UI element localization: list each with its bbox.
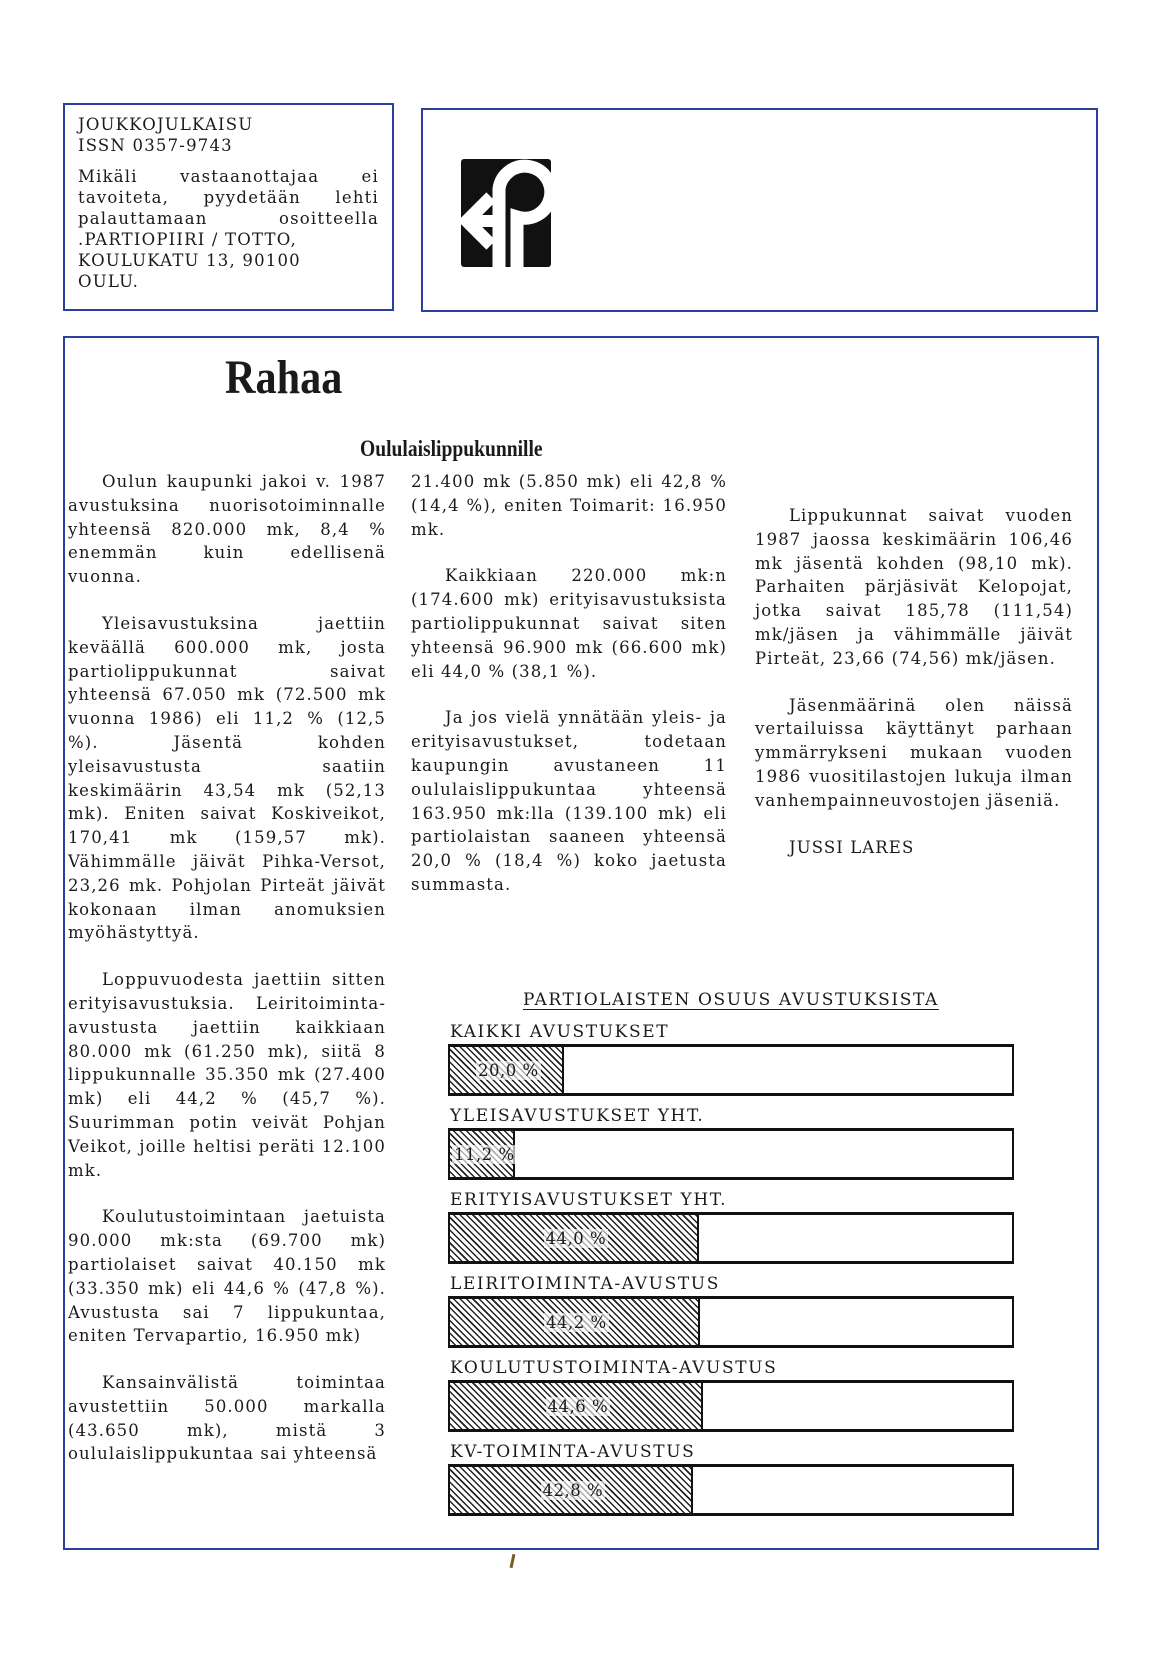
paragraph: Ja jos vielä ynnätään yleis- ja erityisavustukset, todetaan kaupungin avustaneen 11 oululaislippukuntaa yhteensä 163.950 mk:lla (139.100 mk) eli partiolaistan saaneen yhteensä 20,0 % (18,4 %) koko jaetusta summasta. — [411, 708, 727, 894]
return-line: OULU. — [78, 272, 140, 291]
issn: ISSN 0357-9743 — [78, 136, 233, 155]
paragraph: Loppuvuodesta jaettiin sitten erityisavustuksia. Leiritoiminta-avustusta jaettiin kaikkiaan 80.000 mk (61.250 mk), siitä 8 lippukunnalle 35.350 mk (27.400 mk) eli 44,2 % (45,7 %). Suurimman potin veivät Pohjan Veikot, joille heltisi peräti 12.100 mk. — [68, 970, 386, 1180]
column-3 — [755, 504, 1073, 882]
publication-type: JOUKKOJULKAISU — [78, 115, 254, 134]
paragraph: Oulun kaupunki jakoi v. 1987 avustuksina nuorisotoiminnalle yhteensä 820.000 mk, 8,4 % enemmän kuin edellisenä vuonna. — [68, 472, 386, 587]
return-line: Mikäli vastaanottajaa ei — [78, 167, 379, 186]
bar-label: ERITYISAVUSTUKSET YHT. — [450, 1190, 728, 1210]
bar-track — [448, 1044, 1014, 1096]
paragraph: Kansainvälistä toimintaa avustettiin 50.000 markalla (43.650 mk), mistä 3 oululaislippukuntaa sai yhteensä — [68, 1373, 386, 1464]
column-1 — [68, 470, 386, 1489]
scout-district-logo-icon — [461, 159, 551, 267]
bar-track — [448, 1212, 1014, 1264]
paragraph: Jäsenmäärinä olen näissä vertailuissa käyttänyt parhaan ymmärrykseni mukaan vuoden 1986 vuositilastojen lukuja ilman vanhempainneuvostojen jäseniä. — [755, 695, 1073, 810]
bar-track — [448, 1296, 1014, 1348]
paragraph: Kaikkiaan 220.000 mk:n (174.600 mk) erityisavustuksista partiolippukunnat saivat siten yhteensä 96.900 mk (66.600 mk) eli 44,0 % (38,1 %). — [411, 566, 727, 681]
return-line: tavoiteta, pyydetään lehti — [78, 188, 379, 207]
bar-label: LEIRITOIMINTA-AVUSTUS — [450, 1274, 720, 1294]
return-line: KOULUKATU 13, 90100 — [78, 251, 301, 270]
chart-title: PARTIOLAISTEN OSUUS AVUSTUKSISTA — [523, 990, 939, 1010]
author: JUSSI LARES — [789, 837, 915, 857]
bar-label: KV-TOIMINTA-AVUSTUS — [450, 1442, 696, 1462]
paragraph: 21.400 mk (5.850 mk) eli 42,8 % (14,4 %), eniten Toimarit: 16.950 mk. — [411, 472, 727, 539]
paragraph: Koulutustoimintaan jaetuista 90.000 mk:sta (69.700 mk) partiolaiset saivat 40.150 mk (33.350 mk) eli 44,6 % (47,8 %). Avustusta sai 7 lippukuntaa, eniten Tervapartio, 16.950 mk) — [68, 1207, 386, 1346]
page-mark — [510, 1554, 516, 1568]
column-2 — [411, 470, 727, 920]
article — [63, 336, 1099, 1550]
logo-box — [421, 108, 1098, 312]
chart-bars — [448, 1020, 1028, 1516]
article-subtitle: Oululaislippukunnille — [360, 436, 543, 461]
bar-value: 11,2 % — [454, 1145, 515, 1164]
bar-chart — [448, 990, 1028, 1524]
bar-value: 44,0 % — [545, 1229, 607, 1248]
bar-label: KAIKKI AVUSTUKSET — [450, 1022, 670, 1042]
mailing-info-box — [63, 103, 394, 311]
return-line: .PARTIOPIIRI / TOTTO, — [78, 230, 297, 249]
bar-track — [448, 1128, 1014, 1180]
bar-value: 44,2 % — [546, 1313, 607, 1332]
paragraph: Lippukunnat saivat vuoden 1987 jaossa keskimäärin 106,46 mk jäsentä kohden (98,10 mk). Parhaiten pärjäsivät Kelopojat, jotka saivat 185,78 (111,54) mk/jäsen ja vähimmälle jäivät Pirteät, 23,66 (74,56) mk/jäsen. — [755, 506, 1073, 668]
bar-label: YLEISAVUSTUKSET YHT. — [450, 1106, 705, 1126]
bar-label: KOULUTUSTOIMINTA-AVUSTUS — [450, 1358, 778, 1378]
return-line: palauttamaan osoitteella — [78, 209, 379, 228]
article-title: Rahaa — [225, 351, 343, 404]
bar-track — [448, 1464, 1014, 1516]
bar-track — [448, 1380, 1014, 1432]
bar-value: 44,6 % — [547, 1397, 609, 1416]
paragraph: Yleisavustuksina jaettiin keväällä 600.000 mk, josta partiolippukunnat saivat yhteensä 67.050 mk (72.500 mk vuonna 1986) eli 11,2 % (12,5 %). Jäsentä kohden yleisavustusta saatiin keskimäärin 43,54 mk (52,13 mk). Eniten saivat Koskiveikot, 170,41 mk (159,57 mk). Vähimmälle jäivät Pihka-Versot, 23,26 mk. Pohjolan Pirteät jäivät kokonaan ilman anomuksien myöhästyttyä. — [68, 613, 386, 943]
bar-value: 20,0 % — [478, 1061, 539, 1080]
bar-value: 42,8 % — [542, 1481, 604, 1500]
